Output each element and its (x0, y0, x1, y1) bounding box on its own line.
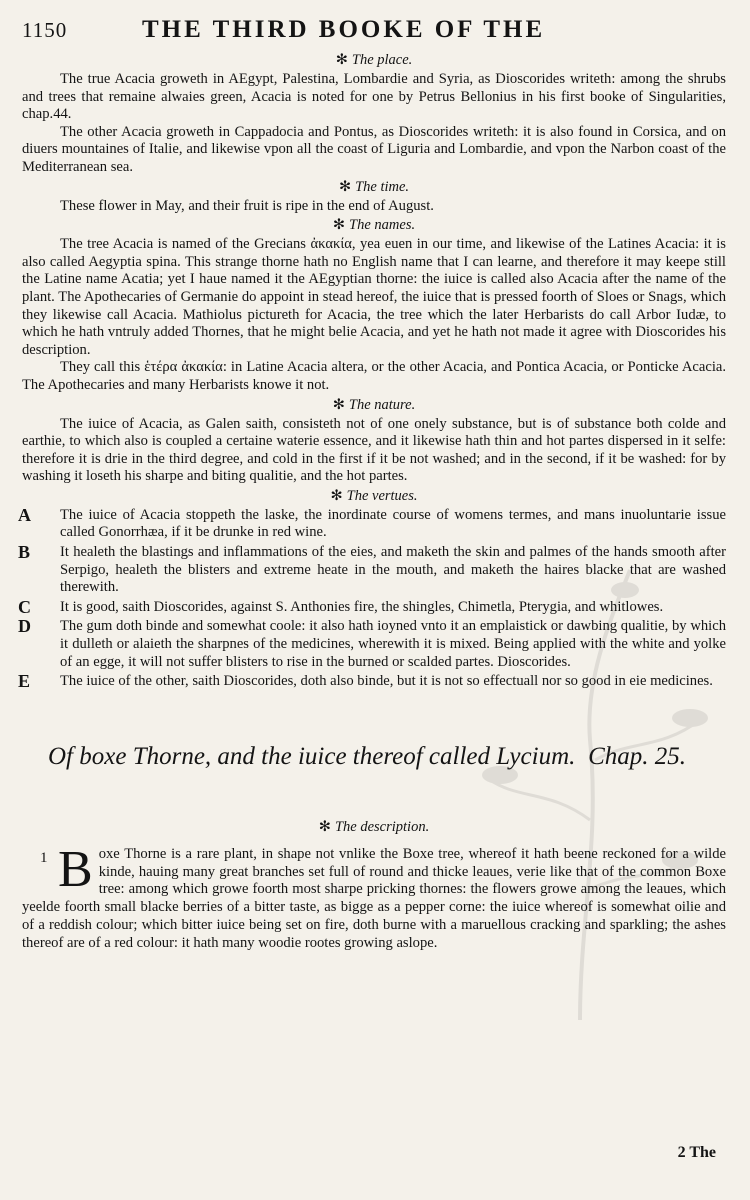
vertue-text: It healeth the blastings and inflammations of the eies, and maketh the skin and palmes of the hands smooth after Serpigo, healeth the blisters and extreme heate in the mouth, and maketh the haires blacke that are washed therewith. (60, 544, 726, 596)
section-heading-names: ✻ The names. (332, 217, 416, 234)
names-paragraph-1: The tree Acacia is named of the Grecians ἀκακία, yea euen in our time, and likewise of the Latines Acacia: it is also called Aegyptia spina. This strange thorne hath no English name that I can learne, and therefore it may keepe still the Latine name Acatia; yet I haue named it the AEgyptian thorne: the iuice is called also Acacia after the name of the plant. The Apothecaries of Germanie do appoint in stead hereof, the iuice that is pressed foorth of Sloes or Snags, which they likewise call Acacia. Mathiolus pictureth for Acacia, the tree which the later Herbarists do call Arbor Iudæ, to which he hath vntruly added Thornes, that he might belie Acacia, and yet he hath not made it agree with Dioscorides his description. (22, 236, 726, 358)
nature-paragraph: The iuice of Acacia, as Galen saith, consisteth not of one onely substance, but is of substance both colde and earthie, to which also is coupled a certaine waterie essence, and it likewise hath thin and hot partes dispersed in it selfe: therefore it is drie in the third degree, and cold in the first if it be not washed; and in the second, if it be washed: for by washing it loseth his sharpe and biting qualitie, and the hot partes. (22, 415, 726, 485)
book-title: THE THIRD BOOKE OF THE (142, 16, 546, 43)
asterisk-icon: ✻ (330, 487, 343, 504)
asterisk-icon: ✻ (318, 818, 331, 835)
vertue-item (18, 542, 726, 597)
vertue-text: It is good, saith Dioscorides, against S. Anthonies fire, the shingles, Chimetla, Pterygia, and whitlowes. (60, 598, 664, 615)
vertue-text: The iuice of the other, saith Dioscorides, doth also binde, but it is not so effectuall nor so good in eie medicines. (60, 673, 713, 690)
catchword: 2 The (677, 1144, 716, 1161)
section-heading-place: ✻ The place. (335, 52, 413, 68)
place-paragraph-1: The true Acacia groweth in AEgypt, Palestina, Lombardie and Syria, as Dioscorides writeth: among the shrubs and trees that remaine alwaies green, Acacia is noted for one by Petrus Bellonius in his first booke of Singularities, chap.44. (22, 71, 726, 123)
margin-letter: A (18, 504, 31, 525)
margin-letter: D (18, 616, 31, 637)
margin-letter: B (18, 542, 31, 563)
vertue-item (18, 671, 726, 692)
description-paragraph (22, 840, 726, 953)
section-heading-vertues: ✻ The vertues. (330, 487, 418, 504)
vertue-item (18, 504, 726, 542)
vertue-item (18, 616, 726, 671)
asterisk-icon: ✻ (332, 396, 345, 413)
section-heading-time: ✻ The time. (338, 178, 410, 195)
chapter-number: Chap. 25. (588, 742, 686, 770)
time-paragraph: These flower in May, and their fruit is ripe in the end of August. (60, 197, 434, 214)
description-text: oxe Thorne is a rare plant, in shape not vnlike the Boxe tree, whereof it hath beene reckoned for a wilde kinde, hauing many great branches set full of round and thicke leaues, verie like that of the common Boxe tree: among which growe foorth most sharpe pricking thornes: the flowers growe among the leaues, which yeelde foorth small blacke berries of a bitter taste, as bigge as a pepper corne: the iuice whereof is somewhat oilie and of a reddish colour; which bitter iuice being set on fire, doth burne with a maruellous cracking and sparkling; the ashes thereof are of a red colour: it hath many woodie rootes growing aslope. (22, 845, 726, 951)
vertue-item (18, 596, 726, 617)
page-number: 1150 (22, 18, 68, 42)
asterisk-icon: ✻ (338, 178, 352, 195)
chapter-title-text: Of boxe Thorne, and the iuice thereof called Lycium. (48, 742, 576, 770)
running-head (22, 16, 726, 50)
margin-letter: E (18, 671, 31, 692)
asterisk-icon: ✻ (332, 217, 346, 234)
item-number: 1 (40, 849, 48, 866)
section-heading-description: ✻ The description. (318, 818, 430, 835)
names-paragraph-2: They call this ἑτέρα ἀκακία: in Latine Acacia altera, or the other Acacia, and Pontica Acacia, or Ponticke Acacia. The Apothecaries and many Herbarists knowe it not. (22, 359, 726, 393)
section-heading-nature: ✻ The nature. (332, 396, 416, 413)
drop-cap: B (58, 840, 93, 898)
asterisk-icon: ✻ (335, 52, 348, 68)
margin-letter: C (18, 596, 31, 617)
chapter-title (48, 743, 726, 771)
vertue-text: The iuice of Acacia stoppeth the laske, the inordinate course of womens termes, and mans inuoluntarie issue called Gonorrhæa, if it be drunke in red wine. (60, 506, 726, 541)
vertue-text: The gum doth binde and somewhat coole: it also hath ioyned vnto it an emplaistick or dawbing qualitie, by which it dulleth or alaieth the sharpnes of the medicines, wherewith it is mixed. Being applied with the white and yolke of an egge, it will not suffer blisters to rise in the burned or scalded partes. Dioscorides. (60, 618, 726, 670)
place-paragraph-2: The other Acacia groweth in Cappadocia and Pontus, as Dioscorides writeth: it is also found in Corsica, and on diuers mountaines of Italie, and likewise vpon all the coast of Liguria and Lombardie, and vpon the Narbon coast of the Mediterranean sea. (22, 123, 726, 175)
